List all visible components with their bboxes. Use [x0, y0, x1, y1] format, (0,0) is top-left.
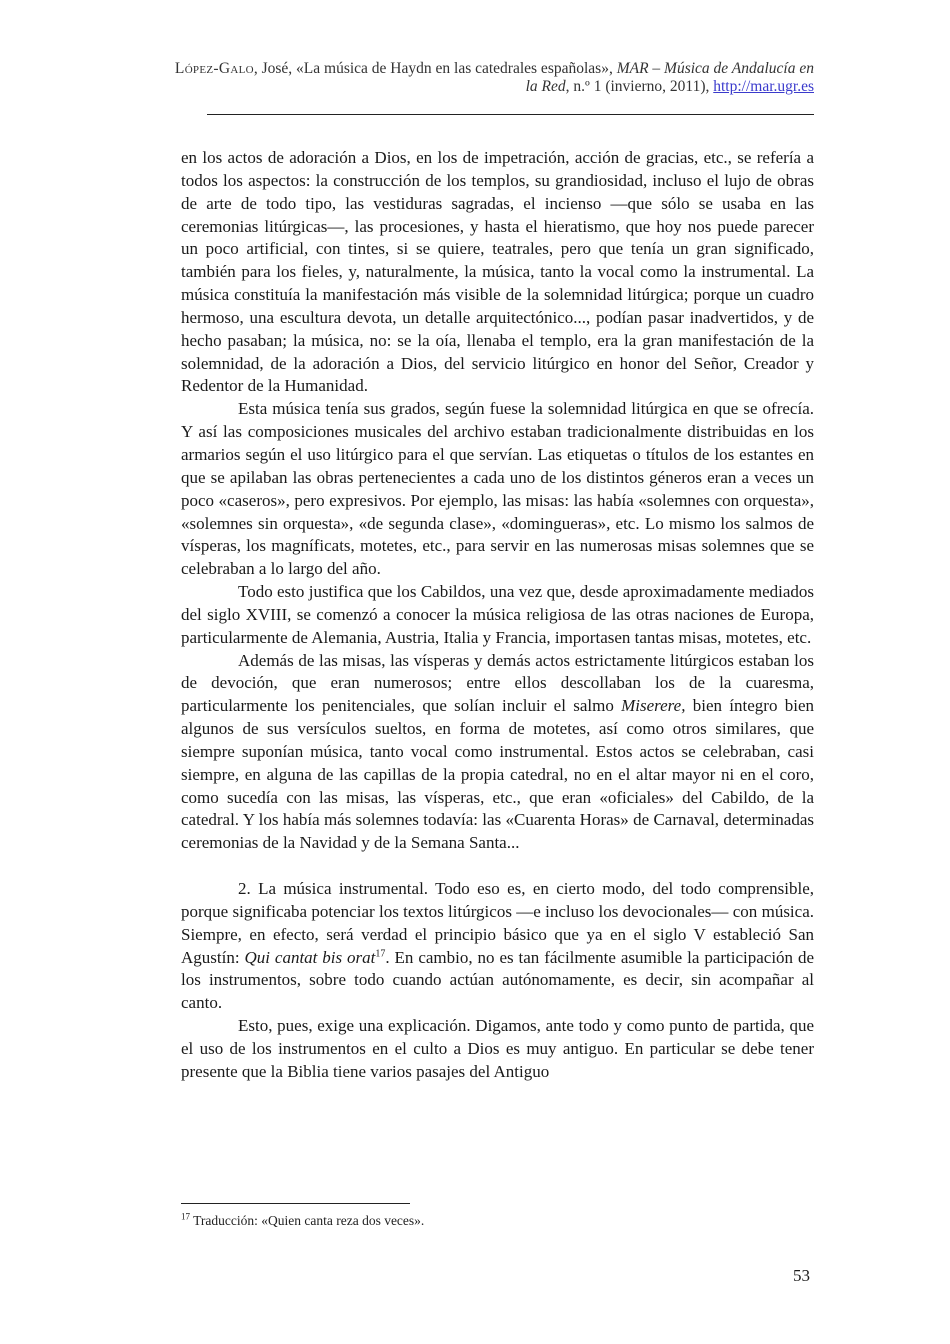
paragraph-4	[181, 650, 814, 856]
paragraph-5-text-a: 2. La música instrumental. Todo eso es, en cierto modo, del todo comprensible, porque significaba potenciar los textos litúrgicos —e incluso los devocionales— con música. Siempre, en efecto, será verdad el principio básico que ya en el siglo V estableció San Agustín:	[181, 879, 814, 967]
paragraph-3: Todo esto justifica que los Cabildos, una vez que, desde aproximadamente mediados del siglo XVIII, se comenzó a conocer la música religiosa de las otras naciones de Europa, particularmente de Alemania, Austria, Italia y Francia, importasen tantas misas, motetes, etc.	[181, 582, 814, 647]
paragraph-1: en los actos de adoración a Dios, en los de impetración, acción de gracias, etc., se refería a todos los aspectos: la construcción de los templos, su grandiosidad, incluso el lujo de obras de arte de todo tipo, las vestiduras sagradas, el incienso —que sólo se usaba en las ceremonias litúrgicas—, las procesiones, y hasta el hieratismo, que hoy nos puede parecer un poco artificial, con tintes, si se quiere, teatrales, pero que tenía un gran significado, también para los fieles, y, naturalmente, la música, tanto la vocal como la instrumental. La música constituía la manifestación más visible de la solemnidad litúrgica; porque un cuadro hermoso, una escultura devota, un detalle arquitectónico..., podían pasar inadvertidos, y de hecho pasaban; la música, no: se la oía, llenaba el templo, era la gran manifestación de la solemnidad, de la adoración a Dios, del servicio litúrgico en honor del Señor, Creador y Redentor de la Humanidad.	[181, 148, 814, 396]
header-divider	[207, 114, 814, 115]
footnote	[181, 1212, 814, 1230]
paragraph-4-italic: Miserere,	[621, 696, 686, 716]
paragraph-2: Esta música tenía sus grados, según fuese la solemnidad litúrgica en que se ofrecía. Y así las composiciones musicales del archivo estaban tradicionalmente distribuidas en los armarios según el uso litúrgico para el que servían. Las etiquetas o títulos de los estantes en que se apilaban las obras pertenecientes a cada uno de los distintos géneros eran a veces un poco «caseros», pero expresivos. Por ejemplo, las misas: las había «solemnes con orquesta», «solemnes sin orquesta», «de segunda clase», «domingueras», etc. Lo mismo los salmos de vísperas, los magníficats, motetes, etc., para servir en las numerosas misas solemnes que se celebraban a lo largo del año.	[181, 399, 814, 579]
header-author-surname: López-Galo	[174, 60, 254, 77]
paragraph-4-text-b: bien íntegro bien algunos de sus versículos sueltos, en forma de motetes, así como otros similares, que siempre suponían música, tanto vocal como instrumental. Estos actos se celebraban, casi siempre, en alguna de las capillas de la propia catedral, no en el altar mayor ni en el coro, como sucedía con las misas, las vísperas, etc., que eran «oficiales» del Cabildo, de la catedral. Y los había más solemnes todavía: las «Cuarenta Horas» de Carnaval, determinadas ceremonias de la Navidad y de la Semana Santa...	[181, 696, 814, 853]
paragraph-5	[181, 878, 814, 1015]
running-header	[174, 60, 814, 96]
page-number: 53	[793, 1266, 810, 1285]
footnote-number: 17	[181, 1211, 190, 1222]
footnote-text: Traducción: «Quien canta reza dos veces».	[190, 1213, 425, 1228]
paragraph-6: Esto, pues, exige una explicación. Digamos, ante todo y como punto de partida, que el uso de los instrumentos en el culto a Dios es muy antiguo. En particular se debe tener presente que la Biblia tiene varios pasajes del Antiguo	[181, 1016, 814, 1081]
footnote-divider	[181, 1203, 410, 1204]
header-journal-title: MAR – Música de Andalucía en la Red	[525, 60, 814, 95]
article-body	[181, 147, 814, 1084]
paragraph-4-text-a: Además de las misas, las vísperas y demás actos estrictamente litúrgicos estaban los de devoción, que eran numerosos; entre ellos descollaban los de la cuaresma, particularmente los penitenciales, que solían incluir el salmo	[181, 650, 814, 716]
paragraph-5-text-b: . En cambio, no es tan fácilmente asumible la participación de los instrumentos, sobre todo cuando actúan autónomamente, es decir, sin acompañar al canto.	[181, 947, 815, 1013]
header-url-link[interactable]: http://mar.ugr.es	[713, 78, 814, 95]
header-author-rest: , José, «La música de Haydn en las catedrales españolas»,	[253, 60, 617, 77]
paragraph-5-italic: Qui cantat bis orat	[244, 947, 376, 967]
footnote-reference[interactable]: 17	[375, 947, 386, 959]
header-issue-info: , n.º 1 (invierno, 2011),	[565, 78, 714, 95]
